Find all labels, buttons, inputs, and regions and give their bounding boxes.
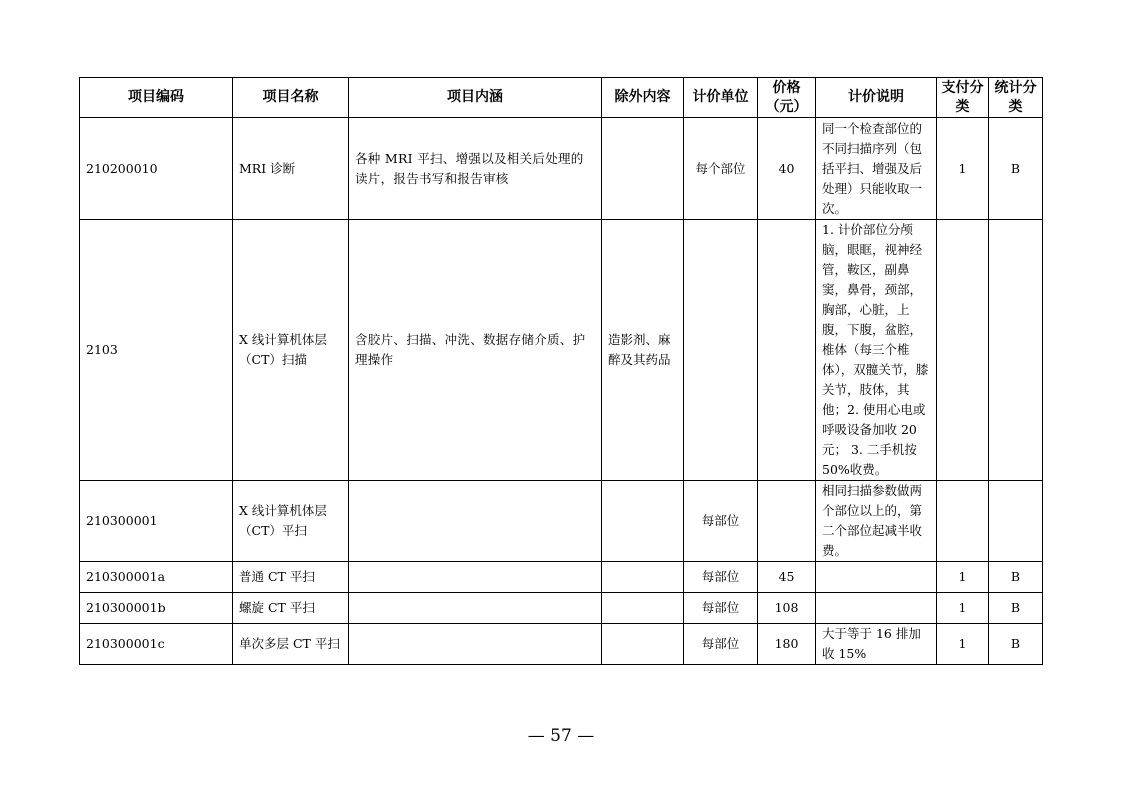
cell-unit: 每部位 [684,624,758,665]
header-price: 价格（元） [758,78,816,118]
fee-table [79,77,1043,665]
cell-name: 普通 CT 平扫 [233,562,349,593]
table-row [80,481,1043,562]
cell-content: 含胶片、扫描、冲洗、数据存储介质、护理操作 [349,220,602,481]
header-row [80,78,1043,118]
cell-stat [989,481,1043,562]
cell-code: 210300001b [80,593,233,624]
cell-content [349,481,602,562]
cell-note: 1. 计价部位分颅脑，眼眶，视神经管，鞍区，副鼻窦，鼻骨，颈部，胸部，心脏，上腹，下腹，盆腔，椎体（每三个椎体），双髋关节，膝关节，肢体，其他；2. 使用心电或呼吸设备加收 20 元； 3. 二手机按 50%收费。 [816,220,937,481]
table-row [80,118,1043,220]
cell-stat: B [989,624,1043,665]
header-unit: 计价单位 [684,78,758,118]
header-stat: 统计分类 [989,78,1043,118]
cell-unit [684,220,758,481]
header-code: 项目编码 [80,78,233,118]
cell-stat [989,220,1043,481]
cell-price [758,220,816,481]
cell-pay: 1 [937,562,989,593]
cell-content [349,562,602,593]
cell-note: 大于等于 16 排加收 15% [816,624,937,665]
cell-note: 同一个检查部位的不同扫描序列（包括平扫、增强及后处理）只能收取一次。 [816,118,937,220]
cell-exclude [602,481,684,562]
cell-stat: B [989,562,1043,593]
header-exclude: 除外内容 [602,78,684,118]
cell-price: 40 [758,118,816,220]
cell-price: 45 [758,562,816,593]
cell-code: 210200010 [80,118,233,220]
cell-content: 各种 MRI 平扫、增强以及相关后处理的读片，报告书写和报告审核 [349,118,602,220]
cell-exclude [602,118,684,220]
table-row [80,562,1043,593]
table-row [80,593,1043,624]
cell-exclude [602,624,684,665]
cell-pay [937,220,989,481]
cell-unit: 每部位 [684,593,758,624]
cell-name: X 线计算机体层（CT）扫描 [233,220,349,481]
cell-name: 螺旋 CT 平扫 [233,593,349,624]
cell-content [349,593,602,624]
cell-code: 210300001c [80,624,233,665]
header-name: 项目名称 [233,78,349,118]
cell-pay: 1 [937,624,989,665]
cell-note [816,562,937,593]
page-number: — 57 — [527,726,595,746]
cell-price [758,481,816,562]
cell-unit: 每部位 [684,481,758,562]
cell-exclude [602,562,684,593]
cell-name: MRI 诊断 [233,118,349,220]
header-note: 计价说明 [816,78,937,118]
header-pay: 支付分类 [937,78,989,118]
cell-pay: 1 [937,118,989,220]
cell-price: 108 [758,593,816,624]
cell-name: X 线计算机体层（CT）平扫 [233,481,349,562]
cell-note: 相同扫描参数做两个部位以上的，第二个部位起减半收费。 [816,481,937,562]
cell-content [349,624,602,665]
cell-unit: 每部位 [684,562,758,593]
cell-unit: 每个部位 [684,118,758,220]
cell-exclude [602,593,684,624]
header-content: 项目内涵 [349,78,602,118]
cell-stat: B [989,118,1043,220]
cell-pay [937,481,989,562]
cell-code: 210300001a [80,562,233,593]
cell-price: 180 [758,624,816,665]
table-row [80,624,1043,665]
cell-code: 2103 [80,220,233,481]
cell-note [816,593,937,624]
cell-exclude: 造影剂、麻醉及其药品 [602,220,684,481]
table-row [80,220,1043,481]
cell-code: 210300001 [80,481,233,562]
cell-name: 单次多层 CT 平扫 [233,624,349,665]
cell-stat: B [989,593,1043,624]
cell-pay: 1 [937,593,989,624]
